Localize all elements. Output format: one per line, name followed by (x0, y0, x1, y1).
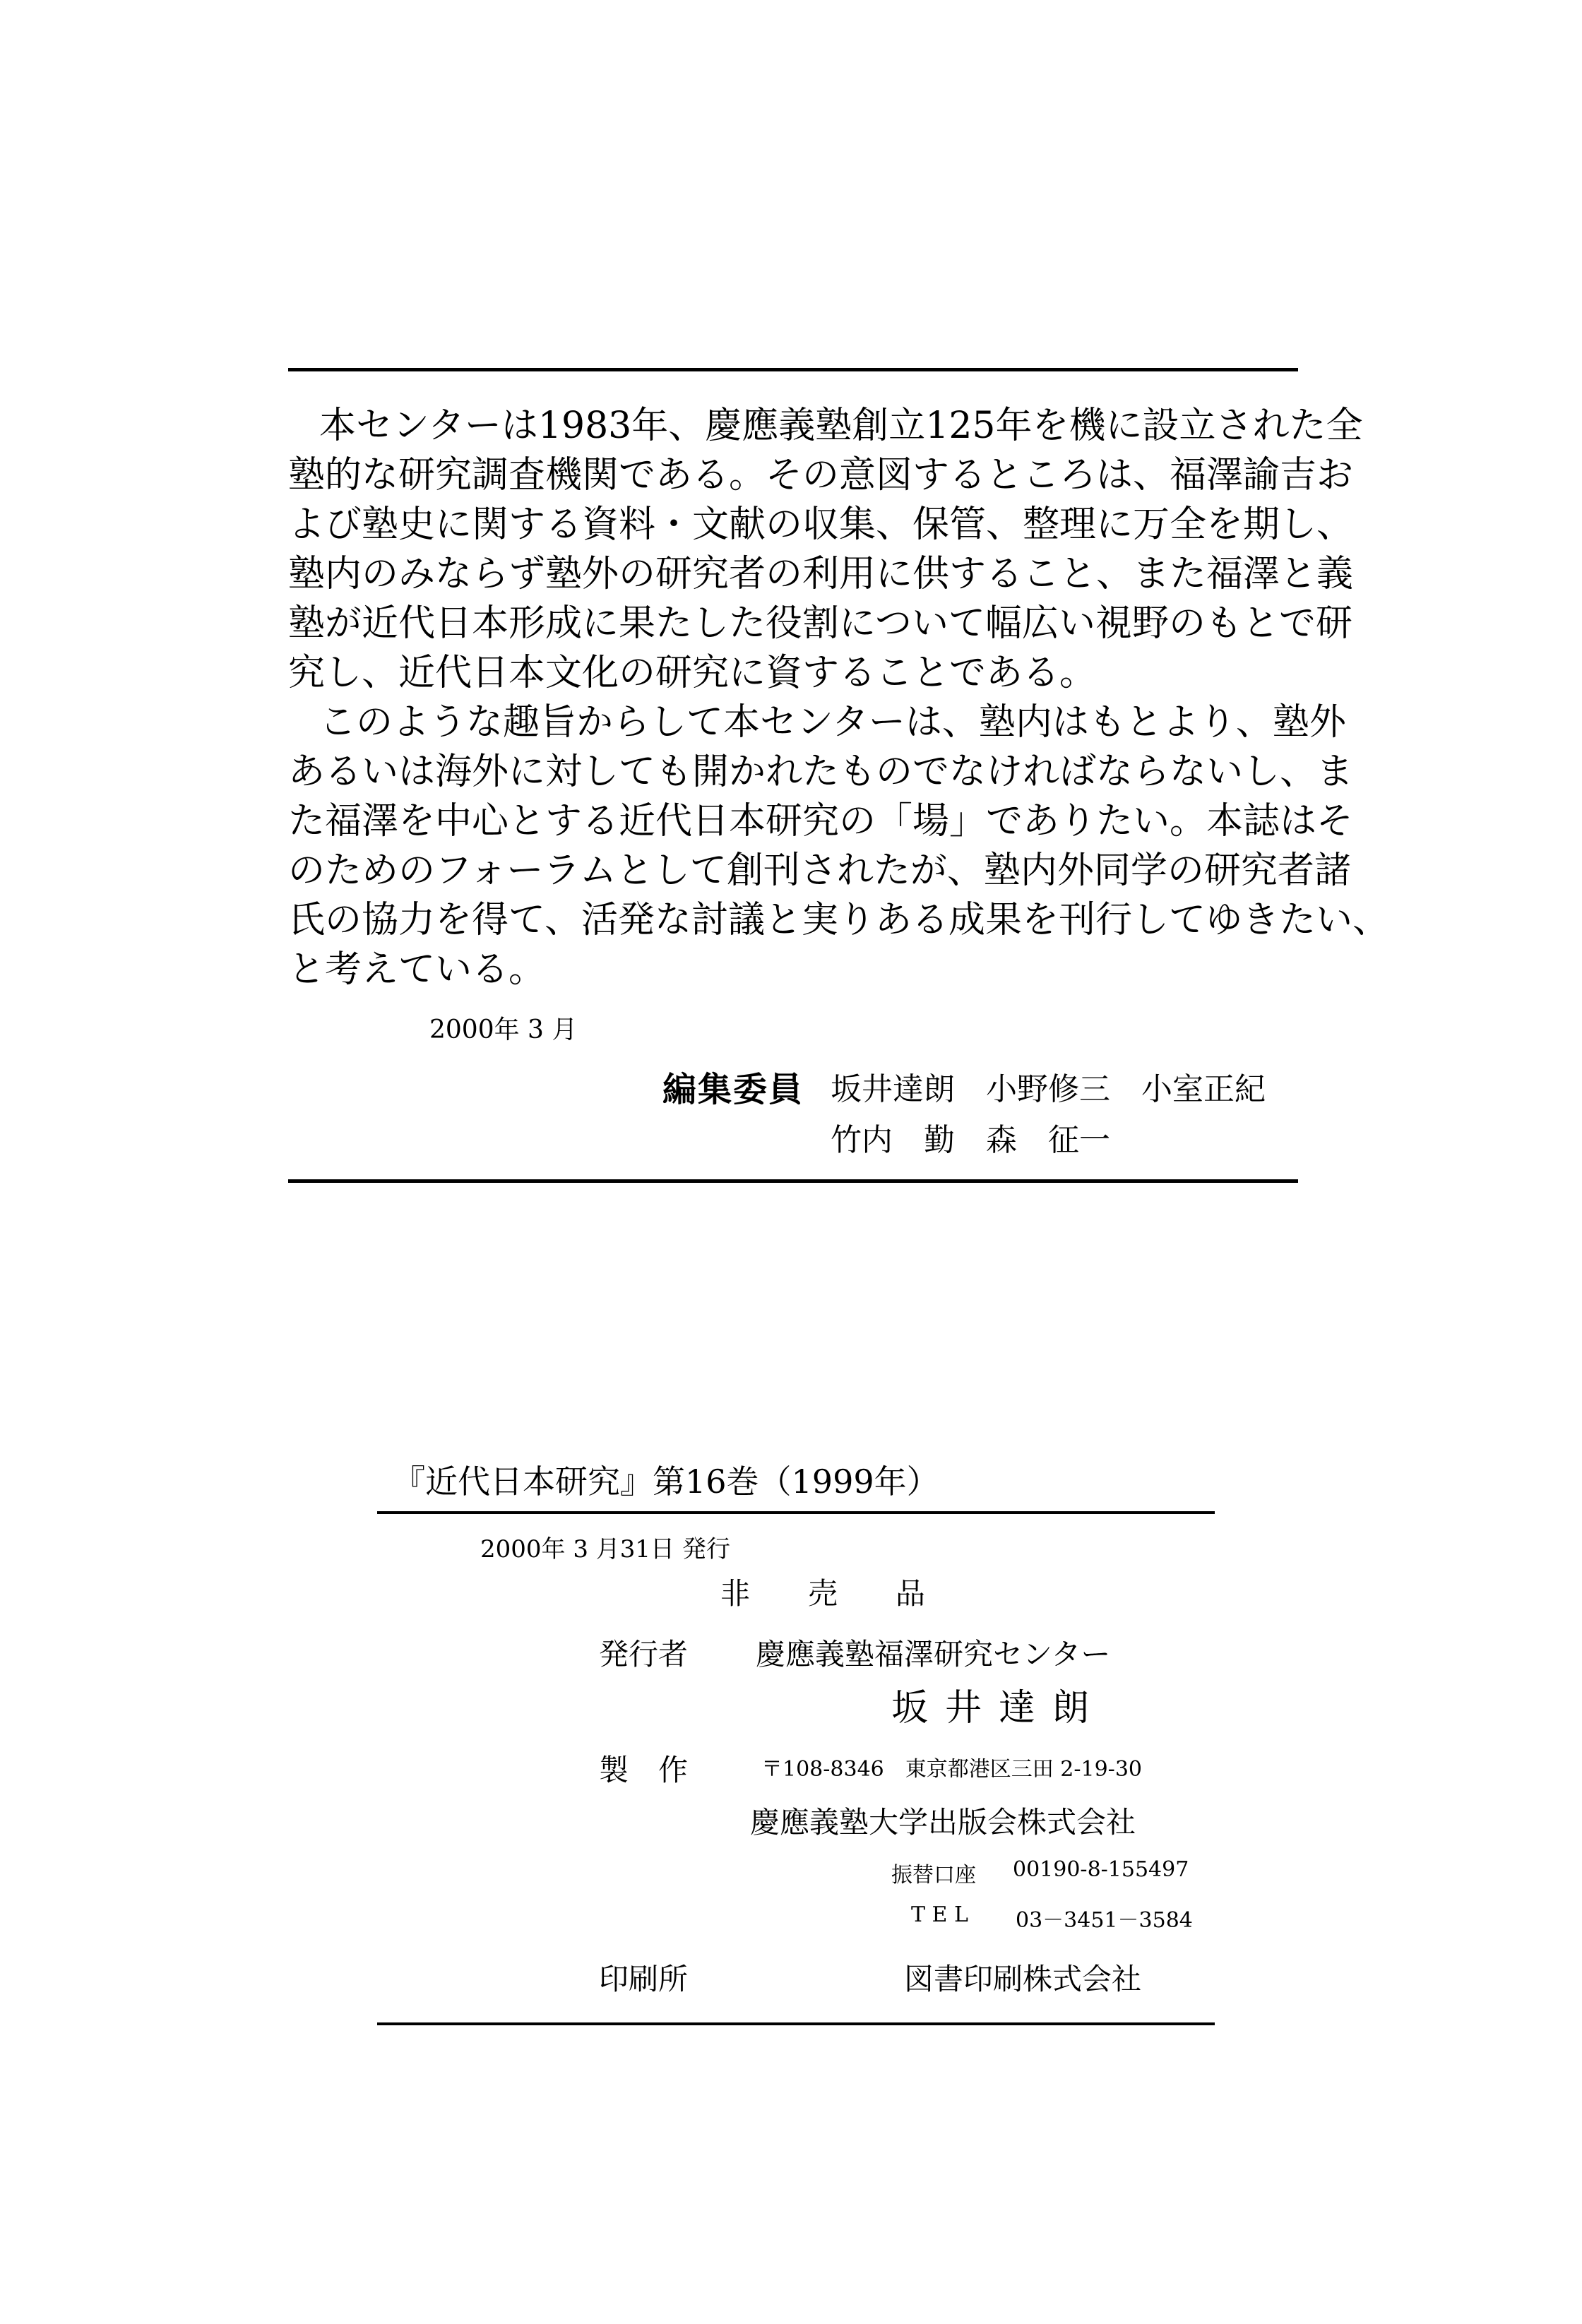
statement-line: と考えている。 (288, 948, 546, 991)
publisher-label: 発行者 (599, 1637, 689, 1672)
editor-name: 森 征一 (986, 1122, 1110, 1158)
editor-name: 小野修三 (986, 1071, 1110, 1107)
statement-date: 2000年 3 月 (429, 1015, 578, 1044)
publisher-org: 慶應義塾福澤研究センター (756, 1637, 1111, 1672)
publisher-person: 坂井達朗 (891, 1687, 1107, 1729)
editor-name: 竹内 勤 (831, 1122, 955, 1158)
statement-line: 塾内のみならず塾外の研究者の利用に供すること、また福澤と義 (288, 553, 1354, 595)
tel-label: T E L (911, 1902, 968, 1927)
statement-line: 究し、近代日本文化の研究に資することである。 (288, 652, 1097, 694)
statement-line: 氏の協力を得て、活発な討議と実りある成果を刊行してゆきたい、 (288, 899, 1389, 941)
issue-word: 発行 (682, 1535, 730, 1563)
printer: 図書印刷株式会社 (904, 1962, 1142, 1996)
statement-line: のためのフォーラムとして創刊されたが、塾内外同学の研究者諸 (288, 850, 1351, 892)
producer: 慶應義塾大学出版会株式会社 (750, 1805, 1136, 1840)
issue-date: 2000年 3 月31日 (480, 1535, 675, 1563)
editor-name: 坂井達朗 (831, 1071, 955, 1107)
top-rule (288, 368, 1298, 371)
statement-line: た福澤を中心とする近代日本研究の「場」でありたい。本誌はそ (288, 800, 1354, 842)
statement-line: あるいは海外に対しても開かれたものでなければならないし、ま (288, 751, 1354, 793)
statement-line: 塾が近代日本形成に果たした役割について幅広い視野のもとで研 (288, 602, 1352, 645)
statement-line: 本センターは1983年、慶應義塾創立125年を機に設立された全 (319, 405, 1363, 447)
statement-line: このような趣旨からして本センターは、塾内はもとより、塾外 (319, 701, 1346, 744)
bottom-rule (288, 1179, 1298, 1183)
statement-line: よび塾史に関する資料・文献の収集、保管、整理に万全を期し、 (288, 503, 1354, 546)
editor-name: 小室正紀 (1141, 1071, 1266, 1107)
not-for-sale: 非 売 品 (720, 1576, 940, 1611)
editors-label: 編集委員 (662, 1070, 804, 1109)
address: 〒108-8346 東京都港区三田 2-19-30 (761, 1757, 1142, 1782)
production-label: 製 作 (599, 1753, 689, 1787)
volume-title: 『近代日本研究』第16巻（1999年） (393, 1462, 939, 1501)
transfer-label: 振替口座 (891, 1863, 976, 1888)
printer-label: 印刷所 (599, 1962, 689, 1996)
transfer-account: 00190-8-155497 (1013, 1857, 1189, 1882)
colophon-top-rule (377, 1511, 1215, 1514)
statement-line: 塾的な研究調査機関である。その意図するところは、福澤諭吉お (288, 454, 1354, 496)
colophon-bottom-rule (377, 2022, 1215, 2025)
tel-number: 03－3451－3584 (1016, 1908, 1193, 1933)
